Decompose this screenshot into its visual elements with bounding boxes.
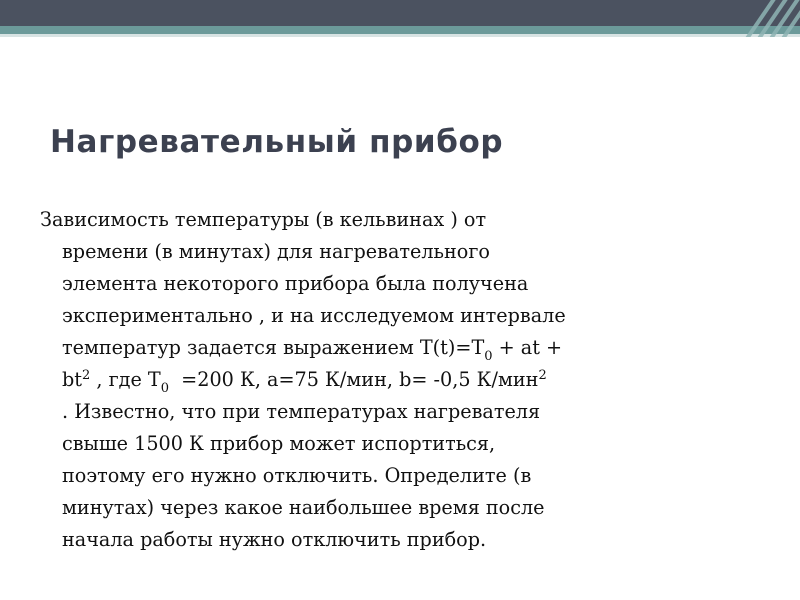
text-fragment: =200 К, a=75 К/мин, b= -0,5 К/мин [168, 368, 539, 391]
superscript: 2 [82, 368, 91, 383]
text-line: экспериментально , и на исследуемом интервале [62, 304, 566, 327]
text-fragment: температур задается выражением T(t)=T [62, 336, 485, 359]
text-line: минутах) через какое наибольшее время после [62, 496, 545, 519]
formula-line [40, 332, 750, 364]
text-line: поэтому его нужно отключить. Определите (в [62, 464, 532, 487]
header-band-dark [0, 0, 800, 26]
header-band-teal [0, 26, 800, 34]
text-line: Зависимость температуры (в кельвинах ) от [40, 208, 487, 231]
text-line: свыше 1500 К прибор может испортиться, [62, 432, 496, 455]
text-fragment: bt [62, 368, 82, 391]
text-line: начала работы нужно отключить прибор. [62, 528, 487, 551]
text-fragment: + at + [492, 336, 563, 359]
text-line: элемента некоторого прибора была получена [62, 272, 529, 295]
header-band-line [0, 34, 800, 37]
problem-text [40, 204, 750, 556]
text-fragment: , где T [90, 368, 161, 391]
formula-line [40, 364, 750, 396]
text-line: времени (в минутах) для нагревательного [62, 240, 490, 263]
slide-title: Нагревательный прибор [50, 124, 504, 160]
corner-stripes-decoration [736, 0, 800, 37]
text-line: . Известно, что при температурах нагревателя [62, 400, 541, 423]
superscript: 2 [538, 368, 547, 383]
subscript: 0 [160, 381, 169, 396]
subscript: 0 [484, 349, 493, 364]
